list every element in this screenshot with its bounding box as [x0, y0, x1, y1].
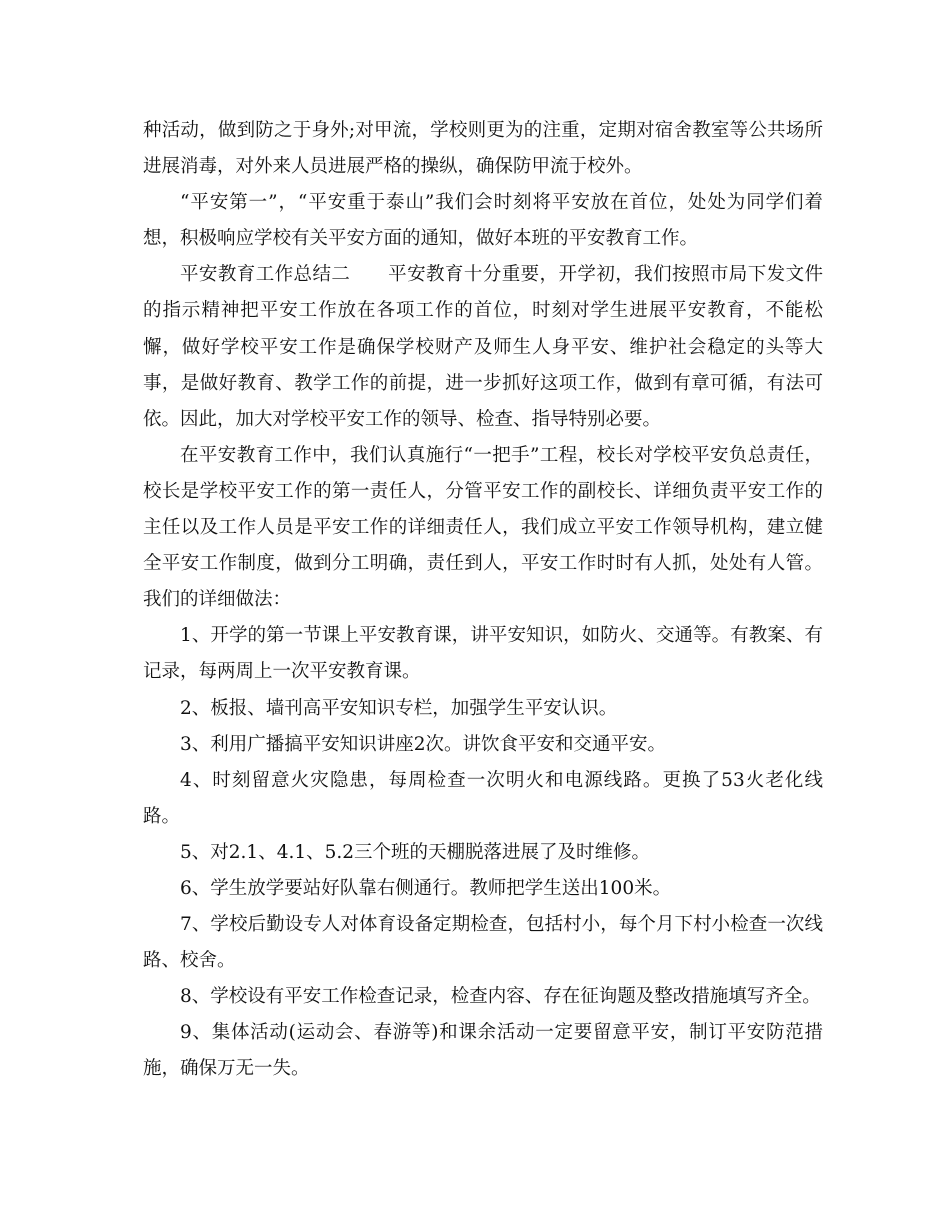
list-item-6: 6、学生放学要站好队靠右侧通行。教师把学生送出100米。	[180, 877, 672, 899]
list-item-1: 1、开学的第一节课上平安教育课，讲平安知识，如防火、交通等。有教案、有记录，每两周上一次平安教育课。	[143, 625, 823, 683]
list-item-2: 2、板报、墙刊高平安知识专栏，加强学生平安认识。	[180, 697, 618, 719]
paragraph-4: 在平安教育工作中，我们认真施行“一把手”工程，校长对学校平安负总责任，校长是学校平安工作的第一责任人，分管平安工作的副校长、详细负责平安工作的主任以及工作人员是平安工作的详细责任人，我们成立平安工作领导机构，建立健全平安工作制度，做到分工明确，责任到人，平安工作时时有人抓，处处有人管。我们的详细做法：	[143, 444, 823, 611]
list-item-4: 4、时刻留意火灾隐患，每周检查一次明火和电源线路。更换了53火老化线路。	[143, 769, 823, 827]
list-item-3: 3、利用广播搞平安知识讲座2次。讲饮食平安和交通平安。	[180, 733, 667, 755]
list-item-8: 8、学校设有平安工作检查记录，检查内容、存在征询题及整改措施填写齐全。	[180, 986, 821, 1008]
list-item-9: 9、集体活动(运动会、春游等)和课余活动一定要留意平安，制订平安防范措施，确保万无一失。	[143, 1022, 823, 1080]
list-item-7: 7、学校后勤设专人对体育设备定期检查，包括村小，每个月下村小检查一次线路、校舍。	[143, 914, 823, 972]
paragraph-1: 种活动，做到防之于身外;对甲流，学校则更为的注重，定期对宿舍教室等公共场所进展消毒，对外来人员进展严格的操纵，确保防甲流于校外。	[143, 120, 823, 178]
document-body	[143, 113, 823, 1088]
paragraph-2: “平安第一”，“平安重于泰山”我们会时刻将平安放在首位，处处为同学们着想，积极响应学校有关平安方面的通知，做好本班的平安教育工作。	[143, 192, 823, 250]
list-item-5: 5、对2.1、4.1、5.2三个班的天棚脱落进展了及时维修。	[180, 841, 651, 863]
paragraph-3: 平安教育工作总结二 平安教育十分重要，开学初，我们按照市局下发文件的指示精神把平安工作放在各项工作的首位，时刻对学生进展平安教育，不能松懈，做好学校平安工作是确保学校财产及师生人身平安、维护社会稳定的头等大事，是做好教育、教学工作的前提，进一步抓好这项工作，做到有章可循，有法可依。因此，加大对学校平安工作的领导、检查、指导特别必要。	[143, 264, 823, 430]
